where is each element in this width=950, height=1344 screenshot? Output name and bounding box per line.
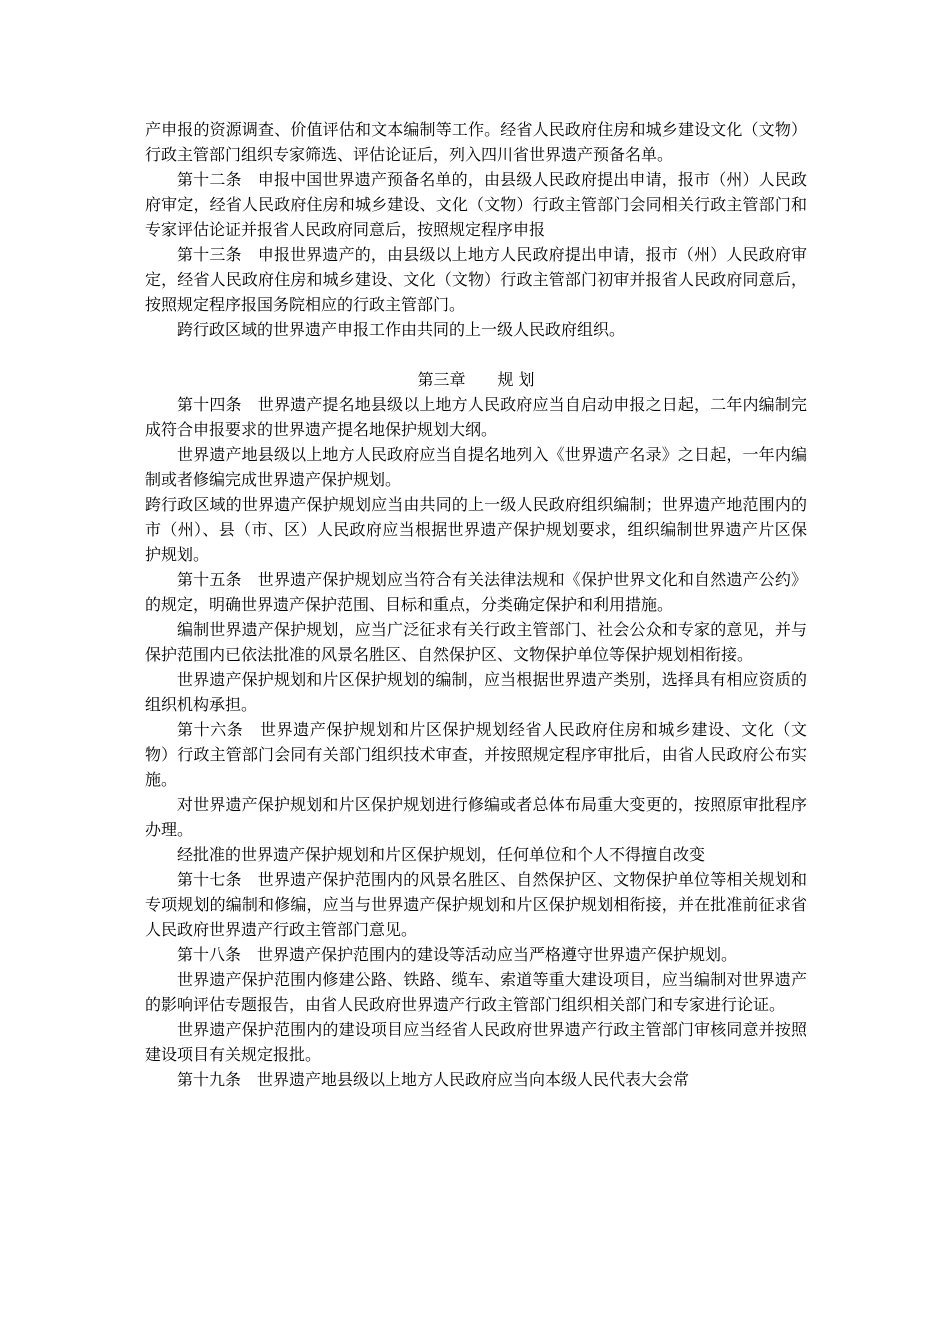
paragraph: 经批准的世界遗产保护规划和片区保护规划，任何单位和个人不得擅自改变 <box>177 845 706 864</box>
paragraph: 第十九条 世界遗产地县级以上地方人民政府应当向本级人民代表大会常 <box>177 1070 690 1089</box>
paragraph: 第十三条 申报世界遗产的，由县级以上地方人民政府提出申请，报市（州）人民政府审定，经省人民政府住房和城乡建设、文化（文物）行政主管部门初审并报省人民政府同意后，按照规定程序报国务院相应的行政主管部门。 <box>145 245 807 314</box>
paragraph: 第十二条 申报中国世界遗产预备名单的，由县级人民政府提出申请，报市（州）人民政府审定，经省人民政府住房和城乡建设、文化（文物）行政主管部门会同相关行政主管部门和专家评估论证并报省人民政府同意后，按照规定程序申报 <box>145 170 807 239</box>
paragraph: 第十八条 世界遗产保护范围内的建设等活动应当严格遵守世界遗产保护规划。 <box>177 945 738 964</box>
paragraph: 世界遗产保护规划和片区保护规划的编制，应当根据世界遗产类别，选择具有相应资质的组织机构承担。 <box>145 670 807 714</box>
paragraphs-after-chapter <box>145 392 807 1092</box>
paragraph: 跨行政区域的世界遗产申报工作由共同的上一级人民政府组织。 <box>177 320 626 339</box>
paragraph: 第十四条 世界遗产提名地县级以上地方人民政府应当自启动申报之日起，二年内编制完成符合申报要求的世界遗产提名地保护规划大纲。 <box>145 395 807 439</box>
paragraph: 世界遗产保护范围内修建公路、铁路、缆车、索道等重大建设项目，应当编制对世界遗产的影响评估专题报告，由省人民政府世界遗产行政主管部门组织相关部门和专家进行论证。 <box>145 970 807 1014</box>
paragraph: 第十六条 世界遗产保护规划和片区保护规划经省人民政府住房和城乡建设、文化（文物）行政主管部门会同有关部门组织技术审查，并按照规定程序审批后，由省人民政府公布实施。 <box>145 720 807 789</box>
paragraph: 第十七条 世界遗产保护范围内的风景名胜区、自然保护区、文物保护单位等相关规划和专项规划的编制和修编，应当与世界遗产保护规划和片区保护规划相衔接，并在批准前征求省人民政府世界遗产行政主管部门意见。 <box>145 870 807 939</box>
paragraph: 世界遗产保护范围内的建设项目应当经省人民政府世界遗产行政主管部门审核同意并按照建设项目有关规定报批。 <box>145 1020 807 1064</box>
paragraphs-before-chapter <box>145 117 807 342</box>
chapter-title: 第三章 规 划 <box>417 370 535 389</box>
paragraph: 编制世界遗产保护规划，应当广泛征求有关行政主管部门、社会公众和专家的意见，并与保护范围内已依法批准的风景名胜区、自然保护区、文物保护单位等保护规划相衔接。 <box>145 620 807 664</box>
document-body <box>145 117 807 1092</box>
paragraph: 第十五条 世界遗产保护规划应当符合有关法律法规和《保护世界文化和自然遗产公约》的规定，明确世界遗产保护范围、目标和重点，分类确定保护和利用措施。 <box>145 570 807 614</box>
paragraph: 世界遗产地县级以上地方人民政府应当自提名地列入《世界遗产名录》之日起，一年内编制或者修编完成世界遗产保护规划。 <box>145 445 807 489</box>
paragraph: 产申报的资源调查、价值评估和文本编制等工作。经省人民政府住房和城乡建设文化（文物）行政主管部门组织专家筛选、评估论证后，列入四川省世界遗产预备名单。 <box>145 120 807 164</box>
paragraph: 对世界遗产保护规划和片区保护规划进行修编或者总体布局重大变更的，按照原审批程序办理。 <box>145 795 807 839</box>
paragraph: 跨行政区域的世界遗产保护规划应当由共同的上一级人民政府组织编制；世界遗产地范围内的市（州）、县（市、区）人民政府应当根据世界遗产保护规划要求，组织编制世界遗产片区保护规划。 <box>145 495 807 564</box>
